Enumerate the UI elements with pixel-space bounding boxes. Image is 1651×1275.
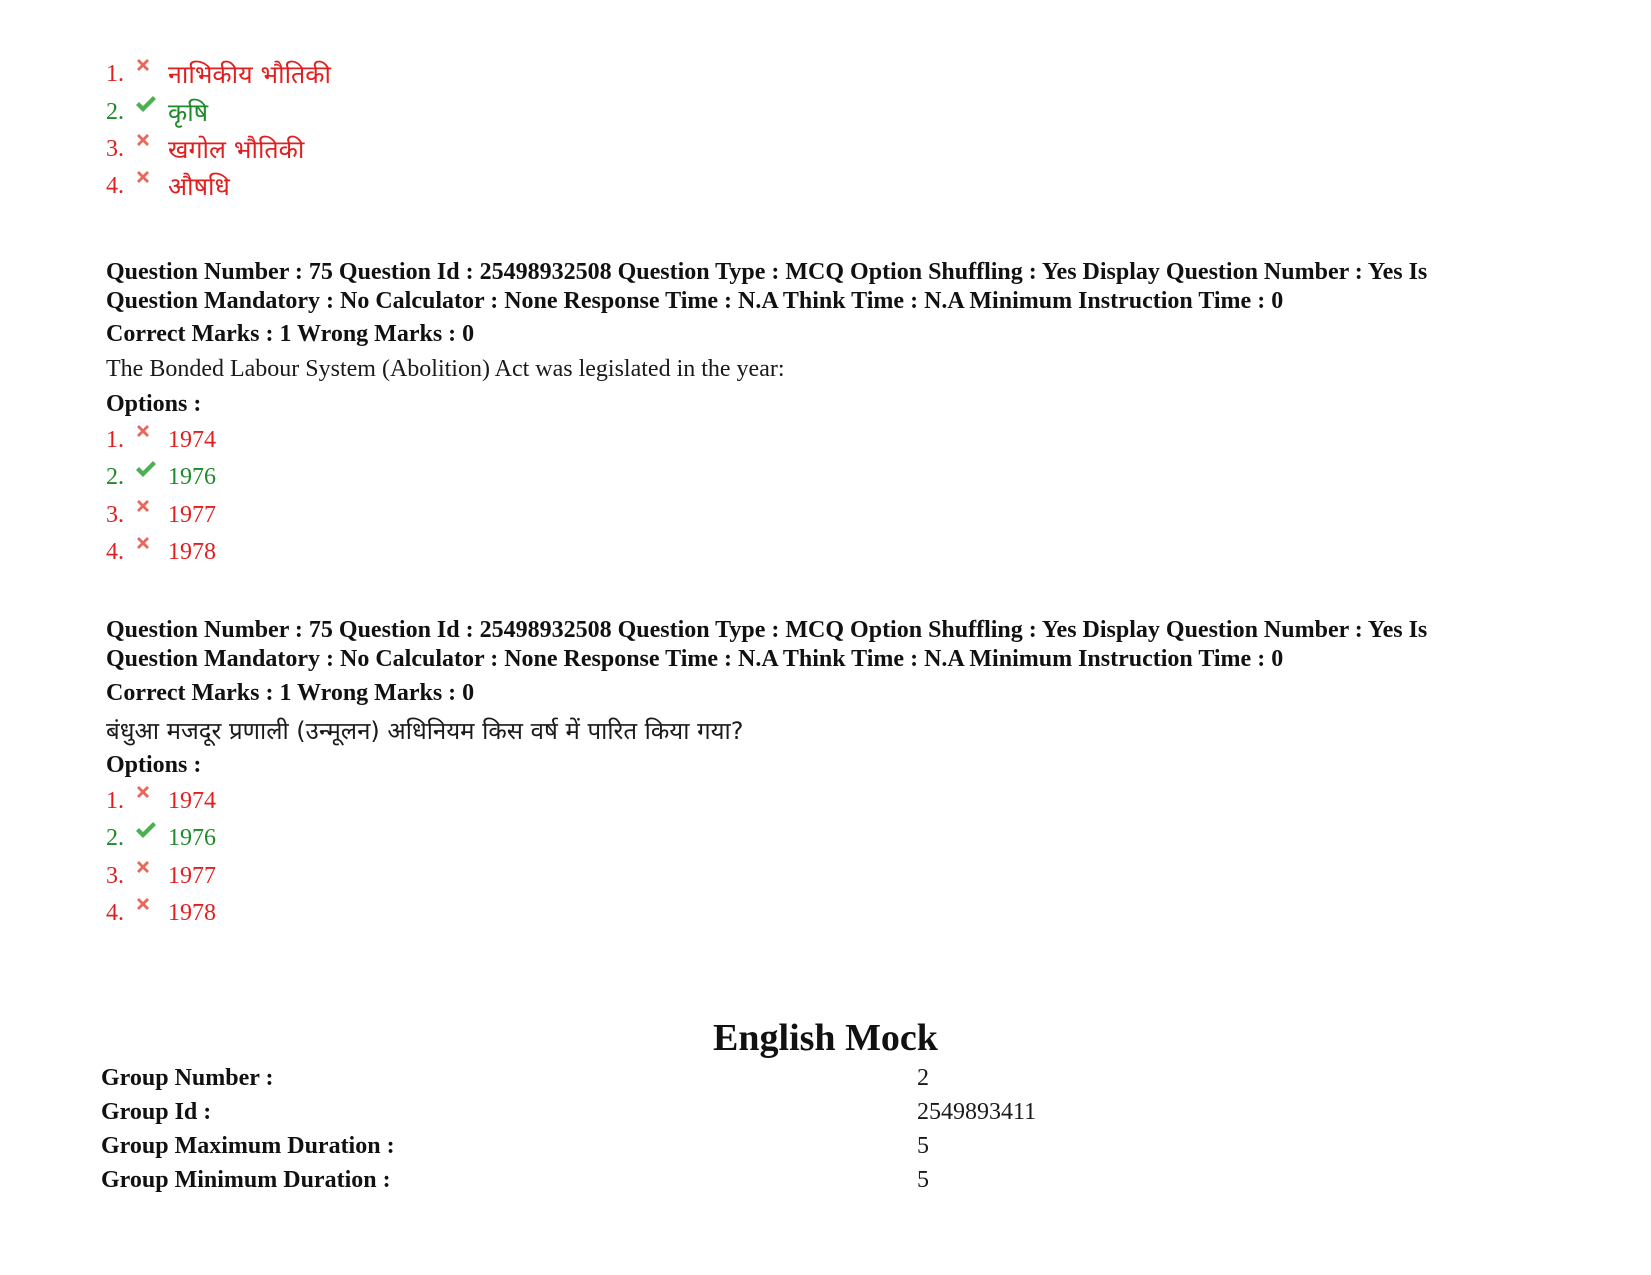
- option-item: [106, 895, 216, 931]
- cross-mark-icon: [132, 789, 160, 813]
- option-text: कृषि: [168, 98, 209, 127]
- cross-mark-icon: [132, 137, 160, 161]
- option-text: 1976: [168, 824, 216, 851]
- question-text: बंधुआ मजदूर प्रणाली (उन्मूलन) अधिनियम किस वर्ष में पारित किया गया?: [106, 717, 744, 745]
- option-item: [106, 497, 216, 533]
- section-title: English Mock: [713, 1017, 938, 1059]
- option-item: [106, 858, 216, 894]
- option-number: 1.: [106, 787, 124, 814]
- group-info-value: 2549893411: [917, 1099, 1037, 1125]
- cross-mark-icon: [132, 503, 160, 527]
- cross-mark-icon: [132, 428, 160, 452]
- option-number: 4.: [106, 538, 124, 565]
- option-text: 1978: [168, 538, 216, 565]
- option-text: औषधि: [168, 172, 230, 201]
- option-number: 2.: [106, 463, 124, 490]
- option-number: 2.: [106, 824, 124, 851]
- option-text: 1976: [168, 463, 216, 490]
- cross-mark-icon: [132, 62, 160, 86]
- cross-mark-icon: [132, 864, 160, 888]
- option-item: [106, 56, 331, 92]
- question-meta-line: Question Number : 75 Question Id : 25498932508 Question Type : MCQ Option Shuffling : Yes Display Question Number : Yes Is: [106, 617, 1428, 643]
- option-number: 1.: [106, 60, 124, 87]
- option-number: 4.: [106, 172, 124, 199]
- option-item: [106, 422, 216, 458]
- option-item: [106, 168, 230, 204]
- option-item: [106, 783, 216, 819]
- option-number: 4.: [106, 899, 124, 926]
- option-item: [106, 534, 216, 570]
- option-item: [106, 131, 304, 167]
- options-label: Options :: [106, 391, 202, 417]
- cross-mark-icon: [132, 540, 160, 564]
- group-info-value: 2: [917, 1065, 929, 1091]
- option-number: 3.: [106, 862, 124, 889]
- option-item: [106, 94, 208, 130]
- group-info-value: 5: [917, 1167, 929, 1193]
- option-number: 2.: [106, 98, 124, 125]
- option-text: 1977: [168, 862, 216, 889]
- option-item: [106, 820, 216, 856]
- question-marks: Correct Marks : 1 Wrong Marks : 0: [106, 680, 475, 706]
- option-text: खगोल भौतिकी: [168, 135, 305, 164]
- option-text: 1974: [168, 787, 216, 814]
- group-info-label: Group Number :: [101, 1065, 274, 1091]
- question-text: The Bonded Labour System (Abolition) Act was legislated in the year:: [106, 356, 785, 382]
- option-text: 1977: [168, 501, 216, 528]
- options-label: Options :: [106, 752, 202, 778]
- group-info-label: Group Minimum Duration :: [101, 1167, 391, 1193]
- option-number: 3.: [106, 135, 124, 162]
- group-info-label: Group Maximum Duration :: [101, 1133, 395, 1159]
- cross-mark-icon: [132, 901, 160, 925]
- group-info-row: [101, 1099, 1201, 1129]
- group-info-row: [101, 1167, 1201, 1197]
- check-mark-icon: [132, 465, 160, 489]
- option-text: नाभिकीय भौतिकी: [168, 60, 331, 89]
- group-info-label: Group Id :: [101, 1099, 212, 1125]
- question-meta: [106, 616, 1556, 674]
- group-info-value: 5: [917, 1133, 929, 1159]
- check-mark-icon: [132, 826, 160, 850]
- question-meta: [106, 258, 1556, 316]
- option-number: 3.: [106, 501, 124, 528]
- option-item: [106, 459, 216, 495]
- group-info-row: [101, 1133, 1201, 1163]
- question-meta-line: Question Mandatory : No Calculator : None Response Time : N.A Think Time : N.A Minimum Instruction Time : 0: [106, 288, 1284, 314]
- question-marks: Correct Marks : 1 Wrong Marks : 0: [106, 321, 475, 347]
- option-number: 1.: [106, 426, 124, 453]
- option-text: 1974: [168, 426, 216, 453]
- question-meta-line: Question Mandatory : No Calculator : None Response Time : N.A Think Time : N.A Minimum Instruction Time : 0: [106, 646, 1284, 672]
- option-text: 1978: [168, 899, 216, 926]
- cross-mark-icon: [132, 174, 160, 198]
- check-mark-icon: [132, 100, 160, 124]
- group-info-row: [101, 1065, 1201, 1095]
- question-meta-line: Question Number : 75 Question Id : 25498932508 Question Type : MCQ Option Shuffling : Yes Display Question Number : Yes Is: [106, 259, 1428, 285]
